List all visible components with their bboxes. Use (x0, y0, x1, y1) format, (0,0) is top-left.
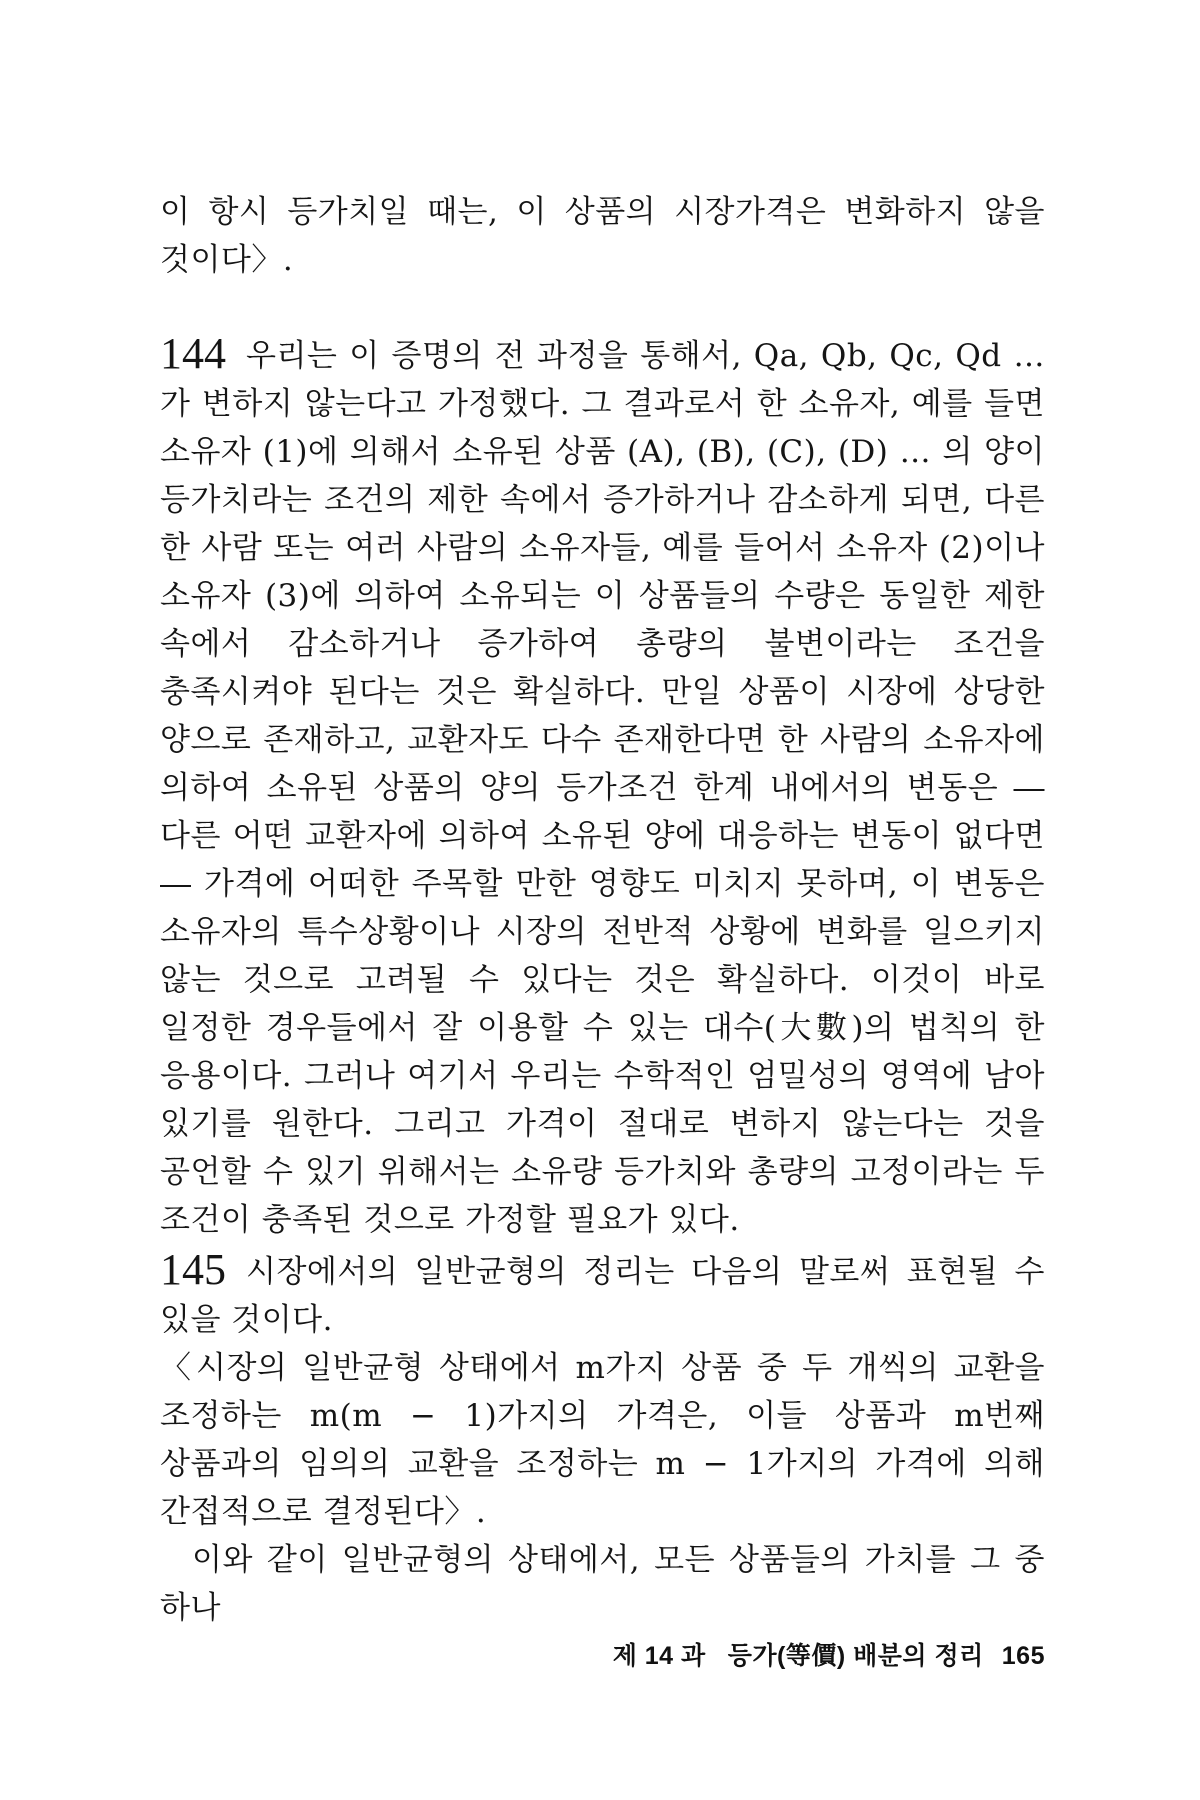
footer-title: 등가(等價) 배분의 정리 (727, 1642, 984, 1670)
section-number: 144 (160, 329, 226, 378)
section-145-followup: 이와 같이 일반균형의 상태에서, 모든 상품들의 가치를 그 중 하나 (160, 1542, 1045, 1626)
running-footer (613, 1640, 1045, 1672)
page-number: 165 (1001, 1642, 1045, 1670)
continuation-text: 이 항시 등가치일 때는, 이 상품의 시장가격은 변화하지 않을 것이다〉. (160, 194, 1045, 278)
footer-chapter: 제 14 과 (612, 1642, 706, 1670)
section-144 (160, 330, 1045, 1244)
section-145-intro-paragraph (160, 1246, 1045, 1344)
section-144-text: 우리는 이 증명의 전 과정을 통해서, Qa, Qb, Qc, Qd … 가 변하지 않는다고 가정했다. 그 결과로서 한 소유자, 예를 들면 소유자 (1)에 의해서 소유된 상품 (A), (B), (C), (D) … 의 양이 등가치라는 조건의 제한 속에서 증가하거나 감소하게 되면, 다른 한 사람 또는 여러 사람의 소유자들, 예를 들어서 소유자 (2)이나 소유자 (3)에 의하여 소유되는 이 상품들의 수량은 동일한 제한 속에서 감소하거나 증가하여 총량의 불변이라는 조건을 충족시켜야 된다는 것은 확실하다. 만일 상품이 시장에 상당한 양으로 존재하고, 교환자도 다수 존재한다면 한 사람의 소유자에 의하여 소유된 상품의 양의 등가조건 한계 내에서의 변동은 ― 다른 어떤 교환자에 의하여 소유된 양에 대응하는 변동이 없다면 ― 가격에 어떠한 주목할 만한 영향도 미치지 못하며, 이 변동은 소유자의 특수상황이나 시장의 전반적 상황에 변화를 일으키지 않는 것으로 고려될 수 있다는 것은 확실하다. 이것이 바로 일정한 경우들에서 잘 이용할 수 있는 대수(大數)의 법칙의 한 응용이다. 그러나 여기서 우리는 수학적인 엄밀성의 영역에 남아 있기를 원한다. 그리고 가격이 절대로 변하지 않는다는 것을 공언할 수 있기 위해서는 소유량 등가치와 총량의 고정이라는 두 조건이 충족된 것으로 가정할 필요가 있다. (160, 338, 1045, 1238)
section-145-quote: 〈시장의 일반균형 상태에서 m가지 상품 중 두 개씩의 교환을 조정하는 m(m − 1)가지의 가격은, 이들 상품과 m번째 상품과의 임의의 교환을 조정하는 m − 1가지의 가격에 의해 간접적으로 결정된다〉. (160, 1350, 1045, 1530)
section-number: 145 (160, 1245, 226, 1294)
section-144-paragraph (160, 330, 1045, 1244)
section-145 (160, 1246, 1045, 1632)
continuation-paragraph (160, 188, 1045, 284)
section-145-intro: 시장에서의 일반균형의 정리는 다음의 말로써 표현될 수 있을 것이다. (160, 1254, 1045, 1338)
